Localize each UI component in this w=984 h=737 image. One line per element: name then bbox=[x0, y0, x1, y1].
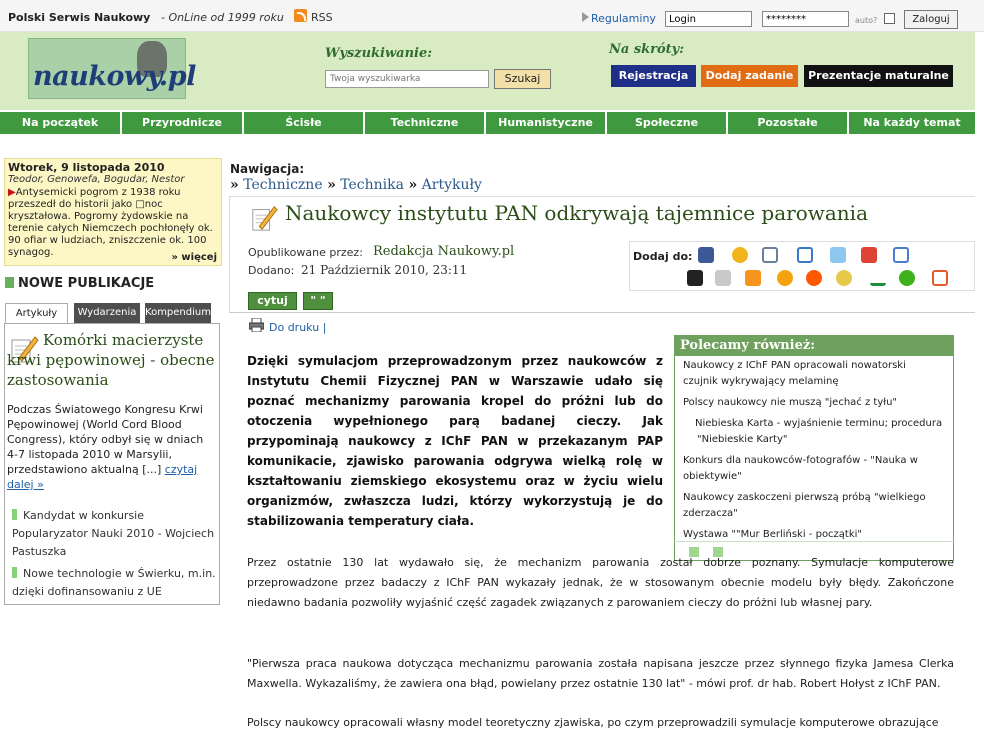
breadcrumb-item[interactable]: Technika bbox=[340, 177, 404, 193]
regulations-link[interactable]: Regulaminy bbox=[591, 12, 656, 25]
site-name: Polski Serwis Naukowy bbox=[8, 11, 151, 24]
rss-link[interactable]: RSS bbox=[311, 11, 333, 24]
orange-circle-icon[interactable] bbox=[777, 270, 793, 286]
twitter-icon[interactable] bbox=[830, 247, 846, 263]
published-by-label: Opublikowane przez: bbox=[248, 246, 363, 259]
nav-item-social[interactable]: Społeczne bbox=[607, 112, 728, 134]
cite-button[interactable]: cytuj bbox=[248, 292, 297, 310]
article-paragraph: Polscy naukowcy opracowali własny model teoretyczny zjawiska, po czym przeprowadzili symulacje komputerowe obrazujące bbox=[247, 716, 939, 729]
breadcrumb-item[interactable]: Techniczne bbox=[243, 177, 323, 193]
bullet-icon bbox=[12, 509, 17, 520]
auto-login-checkbox[interactable] bbox=[884, 13, 895, 24]
password-input[interactable] bbox=[762, 11, 849, 27]
sun-icon[interactable] bbox=[732, 247, 748, 263]
recommended-box bbox=[674, 335, 954, 560]
nav-item-other[interactable]: Pozostałe bbox=[728, 112, 849, 134]
added-date: 21 Październik 2010, 23:11 bbox=[301, 263, 468, 277]
reddit-icon[interactable] bbox=[806, 270, 822, 286]
check-icon[interactable] bbox=[870, 270, 886, 286]
sidebar-panel bbox=[4, 323, 220, 605]
arrow-right-icon bbox=[582, 12, 589, 22]
article-lead: Dzięki symulacjom przeprowadzonym przez naukowców z Instytutu Chemii Fizycznej PAN w Warszawie udało się poznać mechanizmy parowania kropel do próżni lub do otoczenia wypełnionego parą badanej cieczy. Jak przypominają naukowcy z IChF PAN w przekazanym PAP komunikacie, zjawisko parowania odgrywa wielką rolę w kształtowaniu ziemskiego ekosystemu oraz w życiu wielu organizmów, zwłaszcza ludzi, którzy wykorzystują je do stabilizowania temperatury ciała. bbox=[247, 354, 663, 528]
sidebar-link-label: Nowe technologie w Świerku, m.in. dzięki dofinansowaniu z UE bbox=[12, 567, 216, 598]
share-label: Dodaj do: bbox=[633, 250, 693, 263]
speech-bubble-icon[interactable] bbox=[899, 270, 915, 286]
print-separator: | bbox=[322, 321, 327, 334]
presentations-button[interactable]: Prezentacje maturalne bbox=[804, 65, 953, 87]
breadcrumb-item[interactable]: Artykuły bbox=[421, 177, 482, 193]
rss-icon[interactable] bbox=[294, 9, 307, 22]
recommended-item[interactable]: Wystawa ""Mur Berliński - początki" bbox=[683, 529, 863, 540]
article-title: Naukowcy instytutu PAN odkrywają tajemnice parowania bbox=[285, 201, 868, 225]
bookmark-icon[interactable] bbox=[861, 247, 877, 263]
name-days: Teodor, Genowefa, Bogudar, Nestor bbox=[8, 174, 185, 185]
date-box bbox=[4, 158, 222, 266]
breadcrumb-separator: » bbox=[327, 177, 336, 193]
sidebar-article-text bbox=[7, 402, 217, 492]
nav-item-start[interactable]: Na początek bbox=[0, 112, 122, 134]
network-icon[interactable] bbox=[715, 270, 731, 286]
recommended-item[interactable]: Naukowcy zaskoczeni pierwszą próbą "wielkiego zderzacza" bbox=[683, 492, 926, 519]
search-button[interactable]: Szukaj bbox=[494, 69, 551, 89]
nav-item-natural[interactable]: Przyrodnicze bbox=[122, 112, 244, 134]
quote-button[interactable]: " " bbox=[303, 292, 333, 310]
read-more-link[interactable]: czytaj dalej » bbox=[7, 463, 198, 491]
new-publications-heading bbox=[5, 276, 154, 291]
share-box bbox=[629, 241, 975, 291]
recommended-item[interactable]: Konkurs dla naukowców-fotografów - "Nauka w obiektywie" bbox=[683, 455, 918, 482]
search-heading: Wyszukiwanie: bbox=[325, 46, 433, 61]
pencil-notepad-icon bbox=[250, 203, 278, 233]
sidebar-link[interactable] bbox=[12, 565, 218, 601]
site-logo[interactable] bbox=[28, 38, 196, 99]
article-paragraph: "Pierwsza praca naukowa dotycząca mechanizmu parowania została napisana jeszcze przez słynnego fizyka Jamesa Clerka Maxwella. Wykazaliśmy, że zawiera ona błąd, powielany przez ostatnie 130 lat" - mówi prof. dr hab. Robert Hołyst z IChF PAN. bbox=[247, 657, 954, 690]
top-bar bbox=[0, 0, 984, 32]
bullet-icon bbox=[12, 567, 17, 578]
nav-item-humanities[interactable]: Humanistyczne bbox=[486, 112, 607, 134]
tab-events[interactable]: Wydarzenia bbox=[74, 303, 140, 323]
author-link[interactable]: Redakcja Naukowy.pl bbox=[373, 244, 515, 259]
document-icon bbox=[5, 277, 14, 288]
article-paragraph: Przez ostatnie 130 lat wydawało się, że mechanizm parowania został dobrze poznany. Symulacje komputerowe przeprowadzone przez badaczy z IChF PAN wykazały jednak, że w stosowanym obecnie modelu były błędy. Zakończone niedawno badania pozwoliły wyjaśnić część zagadek związanych z parowaniem cieczy do próżni lub własnej pary. bbox=[247, 556, 954, 609]
login-input[interactable] bbox=[665, 11, 752, 27]
search-input[interactable] bbox=[325, 70, 489, 88]
more-link[interactable]: » więcej bbox=[171, 252, 217, 263]
bubbles-icon[interactable] bbox=[836, 270, 852, 286]
historical-event: ▶ Antysemicki pogrom z 1938 roku przeszedł do historii jako □noc kryształowa. Pogromy żydowskie na terenie całych Niemczech pochłonęły ok. 90 ofiar w ludziach, zniszczenie ok. 100 synagog. bbox=[8, 187, 218, 259]
shortcuts-heading: Na skróty: bbox=[609, 42, 685, 57]
divider bbox=[229, 312, 975, 313]
recommended-item[interactable]: Niebieska Karta - wyjaśnienie terminu; procedura "Niebieskie Karty" bbox=[695, 418, 943, 445]
facebook-icon[interactable] bbox=[698, 247, 714, 263]
login-button[interactable]: Zaloguj bbox=[904, 10, 958, 29]
navigation-label: Nawigacja: bbox=[230, 162, 305, 176]
print-link[interactable] bbox=[269, 321, 326, 334]
auto-login-label: auto? bbox=[855, 16, 878, 25]
sidebar-article-title[interactable]: Komórki macierzyste krwi pępowinowej - obecne zastosowania bbox=[7, 331, 215, 389]
nav-item-technical[interactable]: Techniczne bbox=[365, 112, 486, 134]
print-icon[interactable] bbox=[249, 318, 264, 332]
site-tagline: - OnLine od 1999 roku bbox=[161, 11, 284, 24]
fark-icon[interactable] bbox=[745, 270, 761, 286]
recommended-item[interactable]: Naukowcy z IChF PAN opracowali nowatorski czujnik wykrywający melaminę bbox=[683, 360, 906, 387]
print-link-label[interactable]: Do druku bbox=[269, 321, 320, 334]
sidebar-link[interactable] bbox=[12, 507, 218, 561]
new-publications-label: NOWE PUBLIKACJE bbox=[18, 276, 155, 291]
breadcrumb-separator: » bbox=[230, 177, 239, 193]
add-task-button[interactable]: Dodaj zadanie bbox=[701, 65, 798, 87]
breadcrumb-separator: » bbox=[408, 177, 418, 193]
google-icon[interactable] bbox=[797, 247, 813, 263]
added-label: Dodano: bbox=[248, 264, 295, 277]
sidebar-article-excerpt: Podczas Światowego Kongresu Krwi Pępowinowej (World Cord Blood Congress), który odbył się w dniach 4-7 listopada 2010 w Marsylii, przedstawiono aktualną [...] bbox=[7, 403, 204, 476]
nav-item-exact[interactable]: Ścisłe bbox=[244, 112, 365, 134]
logo-text: naukowy.pl bbox=[33, 61, 196, 92]
tab-articles[interactable]: Artykuły bbox=[5, 303, 68, 323]
yahoo-icon[interactable] bbox=[932, 270, 948, 286]
recommended-heading: Polecamy również: bbox=[675, 336, 953, 356]
delicious-icon[interactable] bbox=[687, 270, 703, 286]
tab-compendium[interactable]: Kompendium bbox=[145, 303, 211, 323]
sidebar-link-label: Kandydat w konkursie Popularyzator Nauki 2010 - Wojciech Pastuszka bbox=[12, 509, 215, 558]
breadcrumb bbox=[230, 177, 482, 193]
header bbox=[0, 32, 975, 110]
wykop-icon[interactable] bbox=[762, 247, 778, 263]
nav-item-any-topic[interactable]: Na każdy temat bbox=[849, 112, 975, 134]
register-button[interactable]: Rejestracja bbox=[611, 65, 696, 87]
main-nav bbox=[0, 112, 975, 134]
google-bookmarks-icon[interactable] bbox=[893, 247, 909, 263]
date-title: Wtorek, 9 listopada 2010 bbox=[8, 161, 165, 174]
recommended-item[interactable]: Polscy naukowcy nie muszą "jechać z tyłu" bbox=[683, 397, 898, 408]
